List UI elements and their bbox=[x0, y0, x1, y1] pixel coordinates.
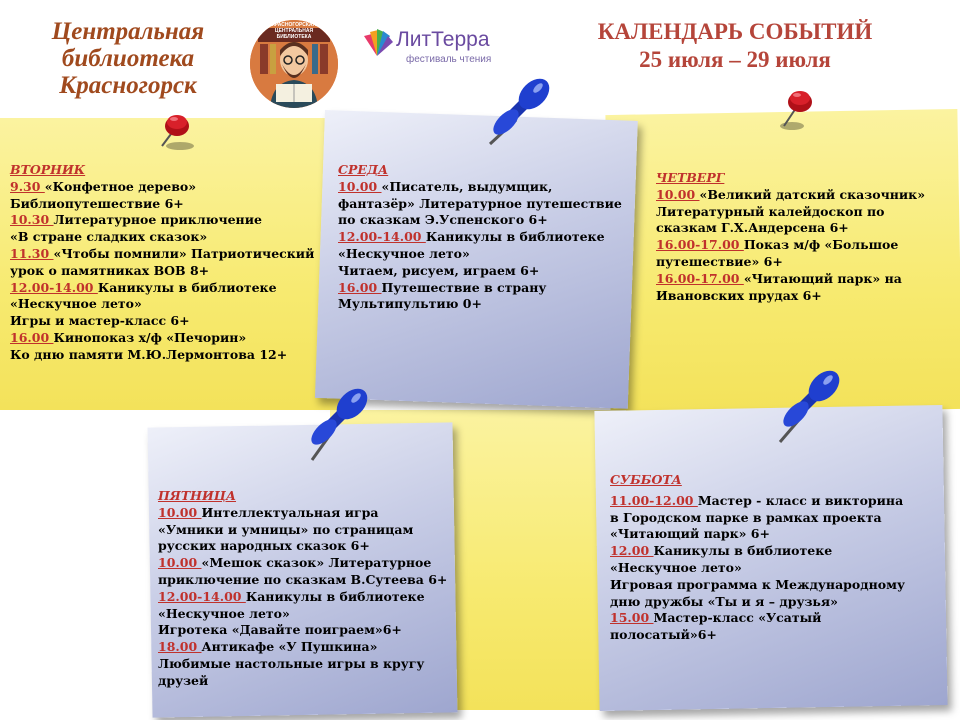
event-text: Каникулы в библиотеке bbox=[653, 543, 833, 559]
event-text: «Нескучное лето» bbox=[610, 559, 742, 575]
event-line bbox=[158, 673, 454, 690]
event-time: 10.00 bbox=[158, 555, 202, 571]
event-text: Мастер - класс и викторина bbox=[697, 492, 904, 508]
event-time: 15.00 bbox=[610, 610, 654, 626]
event-line bbox=[610, 526, 920, 543]
calendar-dates: 25 июля – 29 июля bbox=[639, 47, 831, 72]
event-line bbox=[10, 296, 340, 313]
event-text: «Нескучное лето» bbox=[338, 245, 470, 261]
event-line bbox=[610, 627, 920, 644]
event-line bbox=[158, 505, 454, 522]
event-line bbox=[158, 589, 454, 606]
library-title-line-1: Центральная bbox=[51, 18, 205, 45]
event-text: Игротека «Давайте поиграем»6+ bbox=[158, 622, 402, 638]
festival-subtitle: фестиваль чтения bbox=[406, 54, 492, 65]
blue-pin-icon bbox=[762, 362, 852, 446]
event-line bbox=[158, 622, 454, 639]
event-text: «Писатель, выдумщик, bbox=[381, 178, 553, 194]
event-time: 16.00 bbox=[10, 329, 54, 345]
event-time: 9.30 bbox=[10, 178, 45, 194]
event-line bbox=[610, 610, 920, 627]
event-line bbox=[10, 212, 340, 229]
event-line bbox=[656, 220, 956, 237]
event-time: 12.00-14.00 bbox=[338, 229, 426, 245]
event-line bbox=[158, 572, 454, 589]
red-pin-icon bbox=[770, 84, 820, 134]
event-text: путешествие» 6+ bbox=[656, 253, 783, 269]
event-line bbox=[656, 237, 956, 254]
event-text: Показ м/ф «Большое bbox=[743, 237, 899, 253]
event-time: 12.00 bbox=[610, 543, 654, 559]
event-text: друзей bbox=[158, 672, 209, 688]
event-text: «Конфетное дерево» bbox=[44, 178, 197, 194]
event-text: «Нескучное лето» bbox=[158, 605, 290, 621]
event-text: Библиопутешествие 6+ bbox=[10, 195, 184, 211]
friday-schedule bbox=[158, 488, 454, 690]
event-time: 16.00-17.00 bbox=[656, 270, 744, 286]
event-text: дню дружбы «Ты и я – друзья» bbox=[610, 593, 838, 609]
event-time: 16.00 bbox=[338, 279, 382, 295]
event-text: «Читающий парк» на bbox=[743, 270, 902, 286]
event-text: Ивановских прудах 6+ bbox=[656, 287, 822, 303]
event-line bbox=[656, 288, 956, 305]
festival-name: ЛитТерра bbox=[396, 28, 490, 51]
event-line bbox=[158, 606, 454, 623]
day-heading: СУББОТА bbox=[610, 472, 682, 487]
event-time: 12.00-14.00 bbox=[10, 279, 98, 295]
event-text: в Городском парке в рамках проекта bbox=[610, 509, 882, 525]
event-time: 10.00 bbox=[338, 178, 382, 194]
event-line bbox=[610, 577, 920, 594]
event-text: Ко дню памяти М.Ю.Лермонтова 12+ bbox=[10, 346, 288, 362]
event-text: «Нескучное лето» bbox=[10, 296, 142, 312]
event-time: 16.00-17.00 bbox=[656, 237, 744, 253]
event-text: «Великий датский сказочник» bbox=[699, 186, 926, 202]
red-pin-icon bbox=[150, 106, 200, 156]
event-line bbox=[338, 280, 634, 297]
calendar-title bbox=[560, 18, 910, 74]
event-line bbox=[656, 204, 956, 221]
event-text: по сказкам Э.Успенского 6+ bbox=[338, 212, 548, 228]
day-heading: ПЯТНИЦА bbox=[158, 488, 237, 503]
event-line bbox=[10, 229, 340, 246]
event-text: Мастер-класс «Усатый bbox=[653, 610, 822, 626]
tuesday-schedule bbox=[10, 162, 340, 364]
event-time: 10.30 bbox=[10, 212, 54, 228]
event-line bbox=[610, 493, 920, 510]
event-line bbox=[10, 263, 340, 280]
event-time: 18.00 bbox=[158, 639, 202, 655]
library-title-line-2: библиотека bbox=[61, 45, 195, 72]
event-line bbox=[656, 271, 956, 288]
event-text: приключение по сказкам В.Сутеева 6+ bbox=[158, 571, 448, 587]
saturday-schedule bbox=[610, 472, 920, 644]
calendar-heading: КАЛЕНДАРЬ СОБЫТИЙ bbox=[597, 19, 873, 44]
event-text: Каникулы в библиотеке bbox=[425, 229, 605, 245]
event-line bbox=[10, 246, 340, 263]
event-text: «Читающий парк» 6+ bbox=[610, 526, 770, 542]
event-text: Читаем, рисуем, играем 6+ bbox=[338, 262, 540, 278]
wednesday-schedule bbox=[338, 162, 634, 313]
event-line bbox=[158, 538, 454, 555]
event-text: Путешествие в страну bbox=[381, 279, 547, 295]
event-line bbox=[338, 246, 634, 263]
event-text: «Чтобы помнили» Патриотический bbox=[53, 245, 315, 261]
event-time: 12.00-14.00 bbox=[158, 588, 246, 604]
event-line bbox=[10, 347, 340, 364]
event-line bbox=[10, 280, 340, 297]
event-text: Игровая программа к Международному bbox=[610, 576, 905, 592]
event-line bbox=[10, 313, 340, 330]
logo-caption: КРАСНОГОРСКАЯ ЦЕНТРАЛЬНАЯ БИБЛИОТЕКА bbox=[271, 22, 317, 40]
day-heading: ЧЕТВЕРГ bbox=[656, 170, 725, 185]
event-text: Любимые настольные игры в кругу bbox=[158, 655, 425, 671]
event-text: Каникулы в библиотеке bbox=[245, 588, 425, 604]
event-line bbox=[610, 543, 920, 560]
event-line bbox=[610, 560, 920, 577]
event-text: фантазёр» Литературное путешествие bbox=[338, 195, 622, 211]
event-text: «В стране сладких сказок» bbox=[10, 229, 208, 245]
thursday-schedule bbox=[656, 170, 956, 304]
event-text: Антикафе «У Пушкина» bbox=[201, 639, 378, 655]
event-line bbox=[338, 229, 634, 246]
library-title-line-3: Красногорск bbox=[59, 72, 197, 99]
event-line bbox=[158, 639, 454, 656]
event-line bbox=[338, 212, 634, 229]
event-line bbox=[338, 263, 634, 280]
book-fan-icon bbox=[360, 26, 394, 60]
event-line bbox=[338, 196, 634, 213]
event-text: урок о памятниках ВОВ 8+ bbox=[10, 262, 210, 278]
event-text: «Мешок сказок» Литературное bbox=[201, 555, 432, 571]
event-text: Литературный калейдоскоп по bbox=[656, 203, 885, 219]
event-text: Кинопоказ х/ф «Печорин» bbox=[53, 329, 247, 345]
litterra-logo bbox=[360, 22, 500, 72]
event-time: 11.00-12.00 bbox=[610, 492, 698, 508]
day-heading: ВТОРНИК bbox=[10, 162, 86, 177]
event-line bbox=[158, 656, 454, 673]
event-line bbox=[338, 296, 634, 313]
event-line bbox=[158, 522, 454, 539]
event-line bbox=[10, 330, 340, 347]
event-line bbox=[158, 555, 454, 572]
event-line bbox=[656, 187, 956, 204]
event-line bbox=[610, 594, 920, 611]
event-text: полосатый»6+ bbox=[610, 627, 717, 643]
event-line bbox=[610, 510, 920, 527]
event-line bbox=[10, 179, 340, 196]
event-time: 10.00 bbox=[158, 504, 202, 520]
event-time: 10.00 bbox=[656, 186, 700, 202]
event-line bbox=[656, 254, 956, 271]
event-text: Каникулы в библиотеке bbox=[97, 279, 277, 295]
blue-pin-icon bbox=[472, 72, 562, 152]
event-line bbox=[10, 196, 340, 213]
event-text: русских народных сказок 6+ bbox=[158, 538, 370, 554]
blue-pin-icon bbox=[290, 380, 380, 464]
event-time: 11.30 bbox=[10, 245, 54, 261]
library-title bbox=[18, 18, 238, 99]
day-heading: СРЕДА bbox=[338, 162, 389, 177]
event-text: Игры и мастер-класс 6+ bbox=[10, 313, 190, 329]
event-text: сказкам Г.Х.Андерсена 6+ bbox=[656, 220, 849, 236]
event-text: Литературное приключение bbox=[53, 212, 262, 228]
event-text: «Умники и умницы» по страницам bbox=[158, 521, 414, 537]
event-text: Мультипультию 0+ bbox=[338, 296, 482, 312]
event-line bbox=[338, 179, 634, 196]
event-text: Интеллектуальная игра bbox=[201, 504, 379, 520]
